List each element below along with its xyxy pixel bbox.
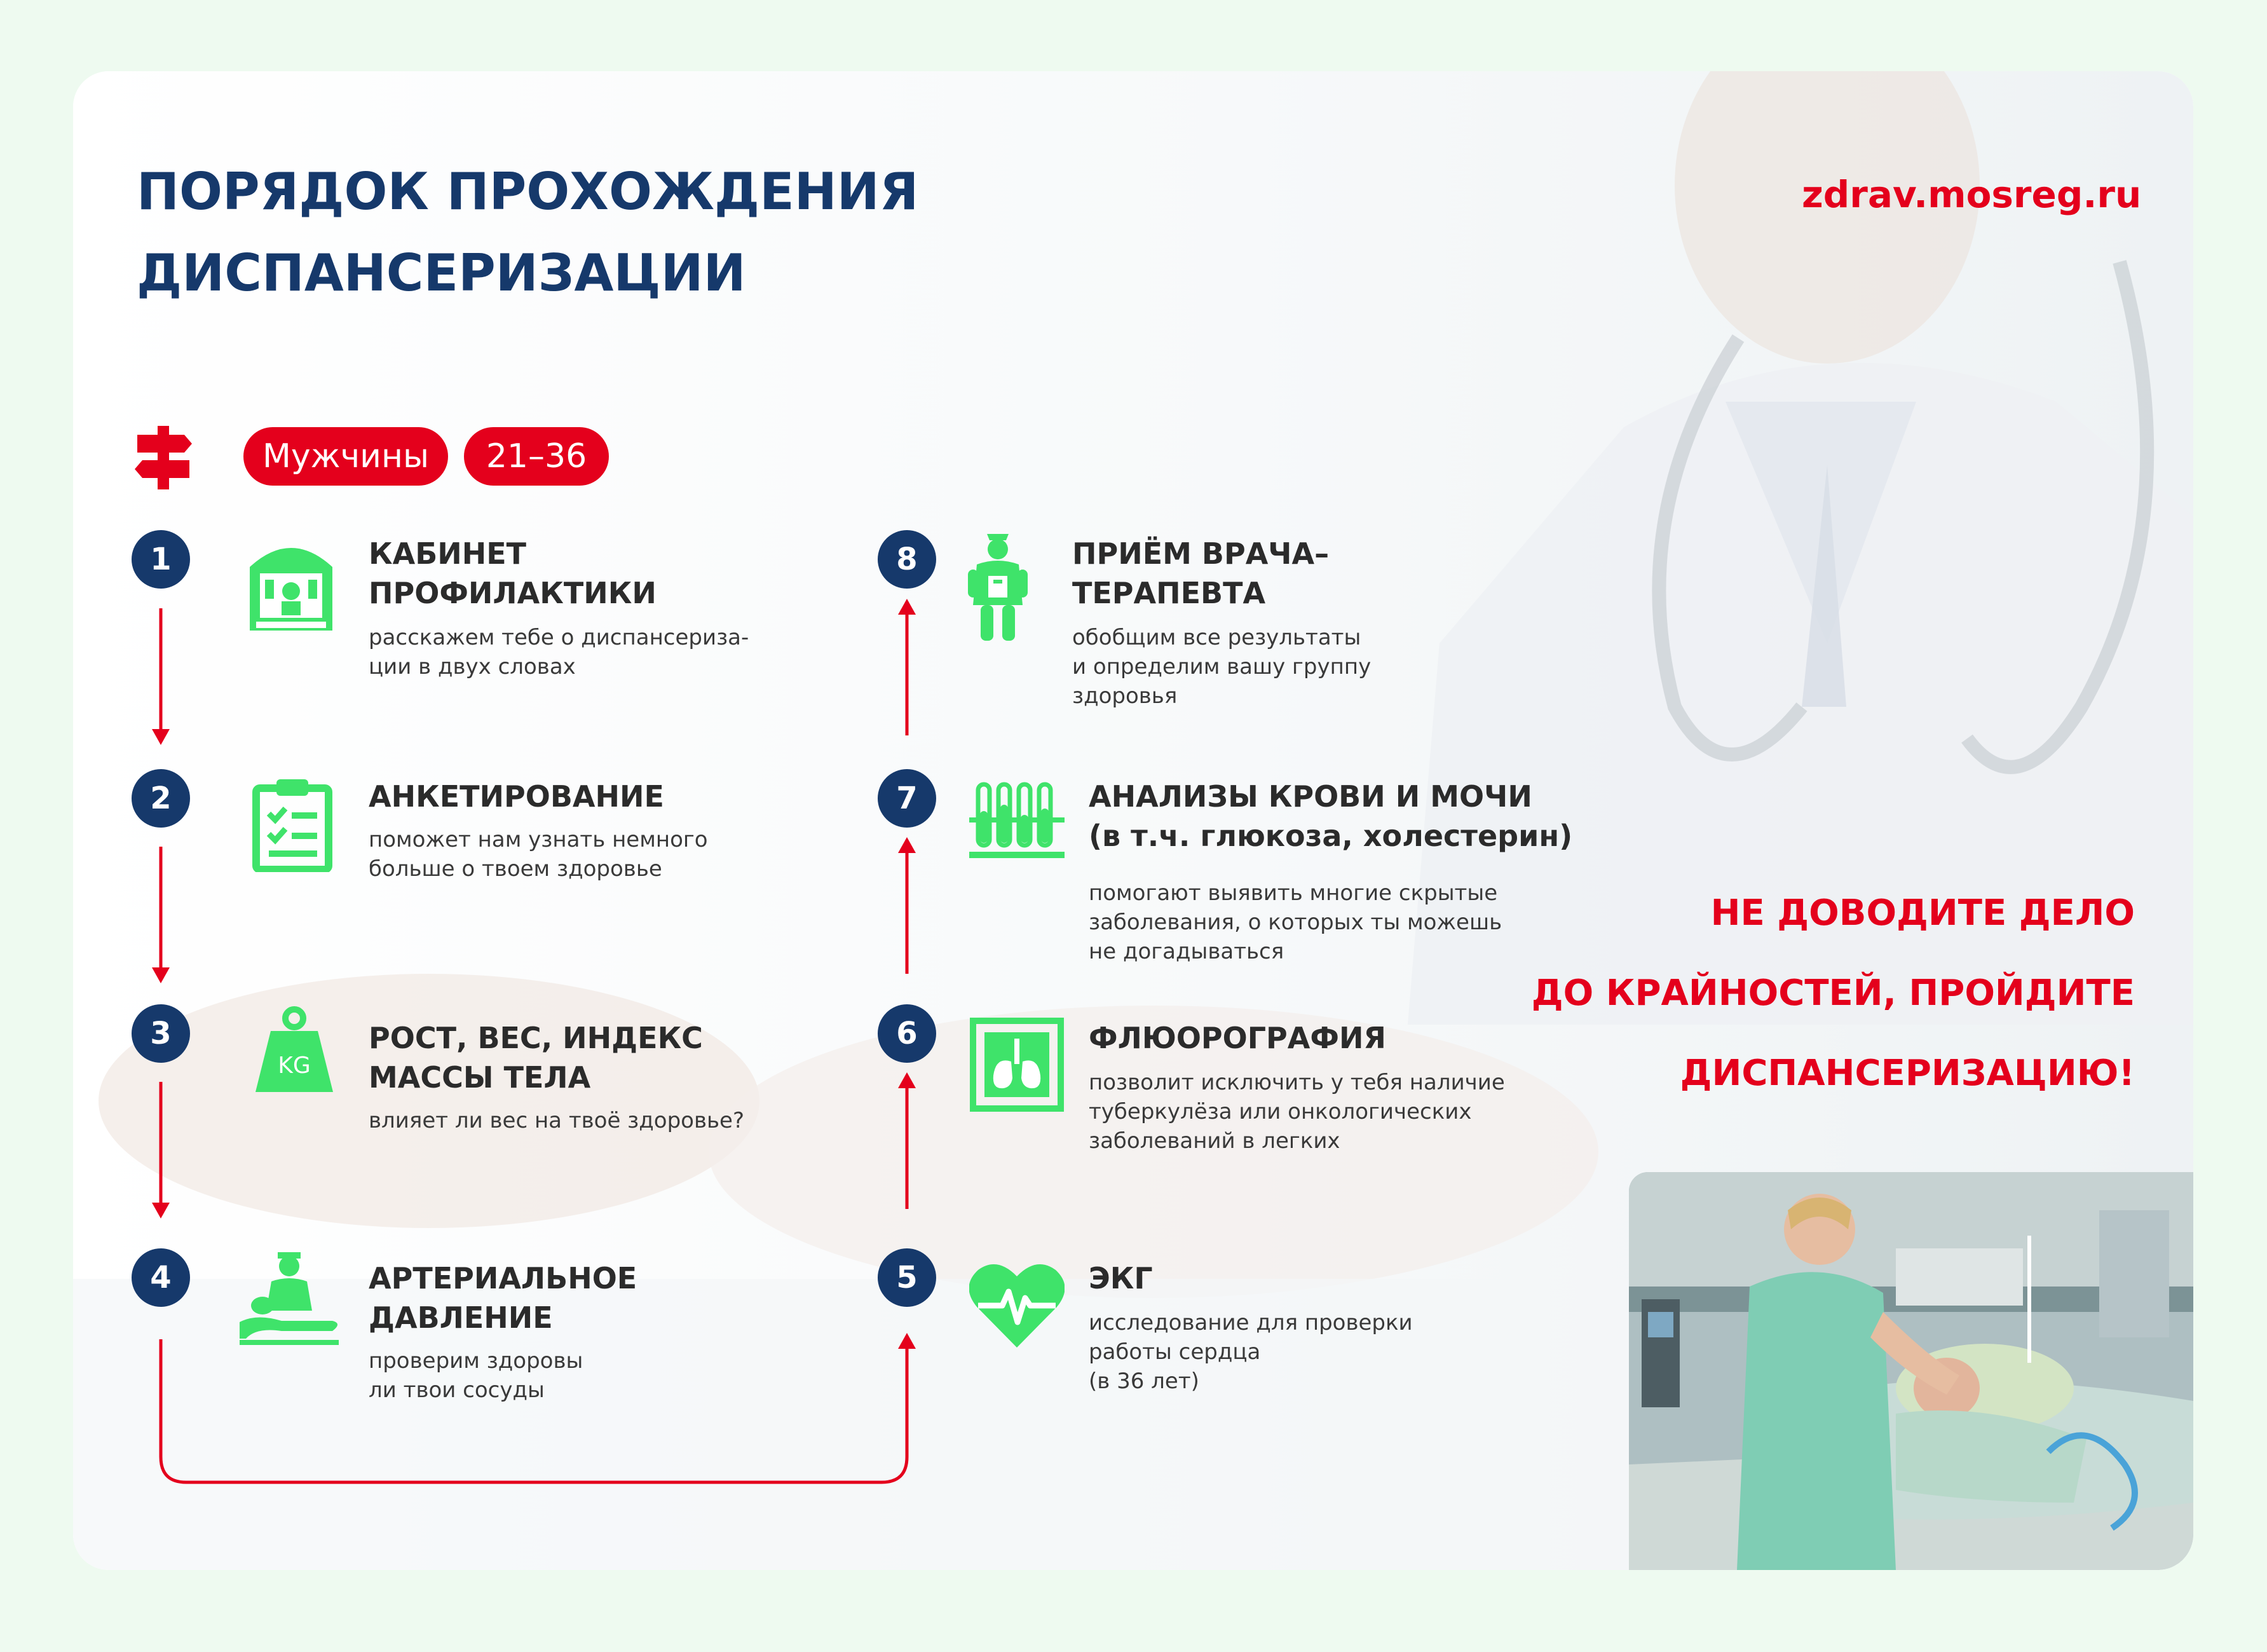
age-badge: 21–36 bbox=[464, 427, 609, 486]
test-tubes-icon bbox=[969, 779, 1065, 862]
lungs-xray-icon bbox=[969, 1017, 1065, 1112]
step-number-4: 4 bbox=[132, 1248, 190, 1307]
step-8-title-line2: ТЕРАПЕВТА bbox=[1072, 576, 1266, 610]
step-7-desc-line3: не догадываться bbox=[1089, 939, 1284, 964]
step-1-title-line1: КАБИНЕТ bbox=[369, 536, 527, 571]
weight-kg-icon bbox=[253, 1006, 336, 1095]
step-2-desc-line1: поможет нам узнать немного bbox=[369, 827, 708, 852]
step-4-desc-line1: проверим здоровы bbox=[369, 1348, 583, 1374]
step-7-title-line1: АНАЛИЗЫ КРОВИ И МОЧИ bbox=[1089, 779, 1532, 814]
step-7-title-line2: (в т.ч. глюкоза, холестерин) bbox=[1089, 819, 1573, 853]
step-number-3: 3 bbox=[132, 1004, 190, 1063]
step-5-desc-line2: работы сердца bbox=[1089, 1339, 1261, 1365]
step-4-desc-line2: ли твои сосуды bbox=[369, 1377, 545, 1403]
step-2-title-line1: АНКЕТИРОВАНИЕ bbox=[369, 779, 664, 814]
step-5-desc-line1: исследование для проверки bbox=[1089, 1310, 1413, 1335]
poster-card bbox=[73, 71, 2193, 1570]
blood-pressure-icon bbox=[237, 1252, 345, 1348]
step-number-5: 5 bbox=[878, 1248, 936, 1307]
svg-text:KG: KG bbox=[278, 1053, 311, 1079]
step-7-desc-line2: заболевания, о которых ты можешь bbox=[1089, 910, 1502, 935]
step-8-desc-line2: и определим вашу группу bbox=[1072, 654, 1372, 679]
page-title-line2: ДИСПАНСЕРИЗАЦИИ bbox=[137, 243, 746, 303]
step-6-desc-line1: позволит исключить у тебя наличие bbox=[1089, 1070, 1505, 1095]
doctor-icon bbox=[963, 528, 1033, 642]
step-7-desc-line1: помогают выявить многие скрытые bbox=[1089, 880, 1498, 906]
step-1-title-line2: ПРОФИЛАКТИКИ bbox=[369, 576, 657, 610]
step-2-desc-line2: больше о твоем здоровье bbox=[369, 856, 662, 882]
step-3-title-line1: РОСТ, ВЕС, ИНДЕКС bbox=[369, 1021, 703, 1055]
step-5-desc-line3: (в 36 лет) bbox=[1089, 1369, 1199, 1394]
step-number-2: 2 bbox=[132, 769, 190, 828]
step-6-title-line1: ФЛЮОРОГРАФИЯ bbox=[1089, 1021, 1386, 1055]
step-3-desc-line1: влияет ли вес на твоё здоровье? bbox=[369, 1108, 744, 1133]
clinic-office-icon bbox=[243, 535, 339, 637]
step-4-title-line2: ДАВЛЕНИЕ bbox=[369, 1300, 553, 1335]
slogan-line2: ДО КРАЙНОСТЕЙ, ПРОЙДИТЕ bbox=[1531, 973, 2135, 1014]
step-3-title-line2: МАССЫ ТЕЛА bbox=[369, 1060, 591, 1095]
step-number-6: 6 bbox=[878, 1004, 936, 1063]
heart-pulse-icon bbox=[969, 1261, 1065, 1350]
step-number-1: 1 bbox=[132, 530, 190, 589]
site-url: zdrav.mosreg.ru bbox=[1802, 173, 2142, 216]
slogan-line3: ДИСПАНСЕРИЗАЦИЮ! bbox=[1680, 1053, 2135, 1094]
step-8-desc-line1: обобщим все результаты bbox=[1072, 625, 1361, 650]
step-number-7: 7 bbox=[878, 769, 936, 828]
step-number-8: 8 bbox=[878, 530, 936, 589]
clipboard-checklist-icon bbox=[251, 777, 334, 872]
step-1-desc-line2: ции в двух словах bbox=[369, 654, 576, 679]
step-8-desc-line3: здоровья bbox=[1072, 683, 1178, 709]
step-5-title-line1: ЭКГ bbox=[1089, 1261, 1153, 1295]
step-4-title-line1: АРТЕРИАЛЬНОЕ bbox=[369, 1261, 637, 1295]
step-6-desc-line3: заболеваний в легких bbox=[1089, 1128, 1340, 1154]
step-8-title-line1: ПРИЁМ ВРАЧА– bbox=[1072, 536, 1330, 571]
step-1-desc-line1: расскажем тебе о диспансериза- bbox=[369, 625, 749, 650]
hospital-nurse-photo bbox=[1629, 1172, 2193, 1570]
step-6-desc-line2: туберкулёза или онкологических bbox=[1089, 1099, 1472, 1124]
page-title-line1: ПОРЯДОК ПРОХОЖДЕНИЯ bbox=[137, 162, 919, 221]
gender-badge: Мужчины bbox=[243, 427, 448, 486]
slogan-line1: НЕ ДОВОДИТЕ ДЕЛО bbox=[1710, 892, 2135, 934]
